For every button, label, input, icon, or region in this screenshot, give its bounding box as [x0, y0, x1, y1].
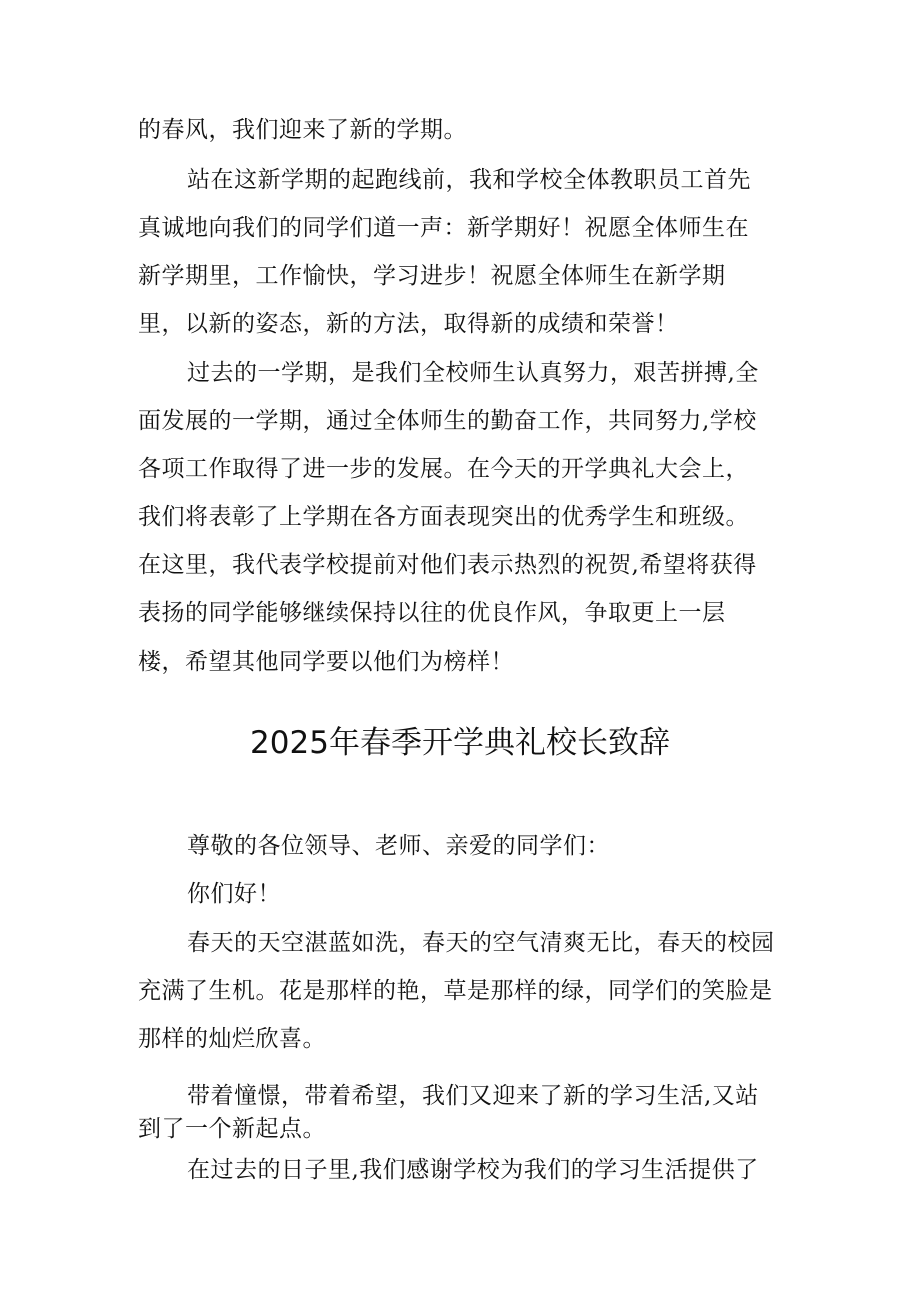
salutation-line: 尊敬的各位领导、老师、亲爱的同学们： [187, 833, 610, 859]
paragraph-line: 到了一个新起点。 [138, 1116, 326, 1142]
paragraph-line: 真诚地向我们的同学们道一声：新学期好！祝愿全体师生在 [138, 215, 749, 241]
paragraph-line: 站在这新学期的起跑线前，我和学校全体教职员工首先 [187, 167, 751, 193]
paragraph-line: 里，以新的姿态，新的方法，取得新的成绩和荣誉！ [138, 311, 679, 337]
paragraph-line: 充满了生机。花是那样的艳，草是那样的绿，同学们的笑脸是 [138, 978, 773, 1004]
greeting-line: 你们好！ [187, 881, 281, 907]
paragraph-line: 表扬的同学能够继续保持以往的优良作风，争取更上一层 [138, 600, 726, 626]
paragraph-line: 的春风，我们迎来了新的学期。 [138, 117, 467, 143]
paragraph-line: 楼，希望其他同学要以他们为榜样！ [138, 649, 514, 675]
paragraph-line: 新学期里，工作愉快，学习进步！祝愿全体师生在新学期 [138, 263, 726, 289]
paragraph-line: 春天的天空湛蓝如洗，春天的空气清爽无比，春天的校园 [187, 930, 775, 956]
paragraph-line: 在过去的日子里,我们感谢学校为我们的学习生活提供了 [187, 1157, 759, 1183]
paragraph-line: 那样的灿烂欣喜。 [138, 1026, 326, 1052]
paragraph-line: 过去的一学期，是我们全校师生认真努力，艰苦拼搏,全 [187, 360, 759, 386]
document-title: 2025年春季开学典礼校长致辞 [250, 725, 670, 761]
paragraph-line: 在这里，我代表学校提前对他们表示热烈的祝贺,希望将获得 [138, 552, 757, 578]
paragraph-line: 面发展的一学期，通过全体师生的勤奋工作，共同努力,学校 [138, 408, 757, 434]
paragraph-line: 各项工作取得了进一步的发展。在今天的开学典礼大会上， [138, 456, 749, 482]
paragraph-line: 我们将表彰了上学期在各方面表现突出的优秀学生和班级。 [138, 504, 749, 530]
paragraph-line: 带着憧憬，带着希望，我们又迎来了新的学习生活,又站 [187, 1083, 759, 1109]
